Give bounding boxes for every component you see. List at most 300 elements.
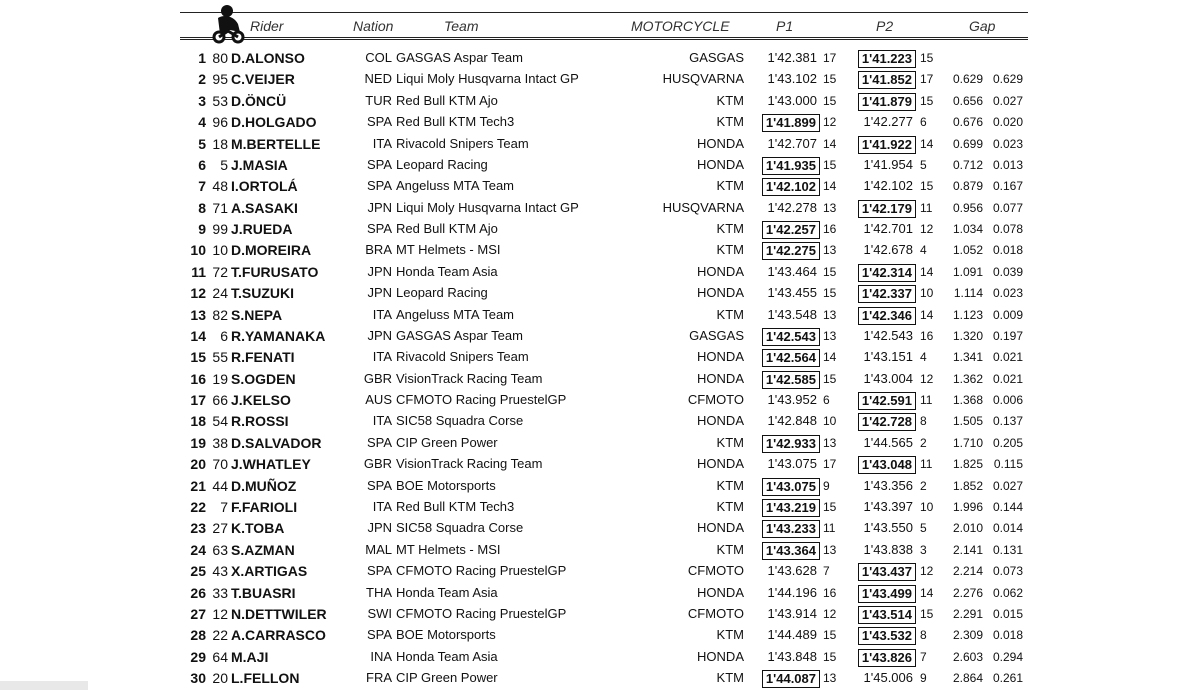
- gap-to-leader: 0.676: [952, 115, 983, 130]
- p2-time: 1'42.179: [858, 200, 916, 218]
- p1-time: 1'42.381: [767, 50, 817, 65]
- nation: THA: [366, 584, 392, 600]
- p1-lap: 16: [823, 222, 837, 237]
- team-name: Liqui Moly Husqvarna Intact GP: [396, 71, 579, 87]
- position: 5: [198, 135, 206, 152]
- p2-lap: 11: [920, 457, 933, 472]
- p2-time: 1'41.879: [858, 93, 916, 111]
- team-name: CIP Green Power: [396, 670, 498, 686]
- motorcycle: CFMOTO: [687, 605, 744, 621]
- rider-number: 48: [212, 178, 228, 195]
- rider-name: D.ÖNCÜ: [231, 92, 287, 109]
- gap-to-previous: 0.629: [992, 72, 1023, 87]
- gap-to-previous: 0.205: [992, 435, 1023, 450]
- motorcycle: HUSQVARNA: [662, 199, 744, 215]
- position: 18: [190, 413, 206, 430]
- rider-number: 7: [220, 498, 228, 515]
- p2-time: 1'41.852: [858, 71, 916, 89]
- p1-lap: 13: [823, 328, 837, 343]
- p2-lap: 12: [920, 564, 934, 579]
- gap-to-previous: 0.197: [992, 328, 1023, 343]
- rider-number: 18: [212, 135, 228, 152]
- gap-to-leader: 2.214: [952, 564, 983, 579]
- nation: SPA: [366, 114, 392, 130]
- rider-name: T.BUASRI: [231, 584, 296, 601]
- gap-to-leader: 1.710: [952, 435, 983, 450]
- rider-number: 72: [212, 263, 228, 280]
- motorcycle: HONDA: [697, 285, 744, 301]
- p1-time: 1'42.543: [762, 328, 820, 346]
- gap-to-previous: 0.062: [992, 585, 1023, 600]
- p2-lap: 6: [920, 115, 927, 130]
- motorcycle: KTM: [716, 92, 744, 108]
- position: 22: [190, 498, 206, 515]
- p2-time: 1'43.356: [863, 477, 913, 493]
- table-row: [0, 347, 1200, 367]
- gap-to-leader: 0.712: [952, 157, 983, 172]
- gap-to-leader: 1.341: [952, 350, 983, 365]
- p1-lap: 11: [823, 521, 836, 536]
- motorcycle: HONDA: [697, 263, 744, 279]
- rider-name: D.HOLGADO: [231, 114, 317, 131]
- gap-to-leader: 1.825: [952, 457, 983, 472]
- nation: AUS: [365, 392, 392, 408]
- motorcycle: GASGAS: [689, 50, 744, 65]
- nation: JPN: [367, 199, 392, 215]
- p1-lap: 13: [823, 435, 837, 450]
- nation: TUR: [365, 92, 392, 108]
- gap-to-previous: 0.018: [992, 628, 1023, 643]
- position: 3: [198, 92, 206, 109]
- table-row: [0, 69, 1200, 89]
- nation: ITA: [372, 306, 392, 322]
- gap-to-leader: 2.141: [952, 542, 983, 557]
- p1-lap: 15: [823, 93, 837, 108]
- table-row: [0, 433, 1200, 453]
- rider-name: R.ROSSI: [231, 413, 289, 430]
- position: 26: [190, 584, 206, 601]
- p2-lap: 11: [920, 393, 933, 408]
- header-p2: P2: [876, 18, 894, 34]
- gap-to-previous: 0.006: [992, 393, 1023, 408]
- p1-time: 1'44.196: [767, 584, 817, 600]
- p2-time: 1'42.701: [863, 221, 913, 237]
- p2-time: 1'43.004: [863, 370, 913, 386]
- rider-number: 19: [212, 370, 228, 387]
- position: 17: [190, 392, 206, 409]
- gap-to-leader: 1.368: [952, 393, 983, 408]
- motorcycle: KTM: [716, 627, 744, 643]
- position: 19: [190, 434, 206, 451]
- rider-name: A.SASAKI: [231, 199, 298, 216]
- team-name: VisionTrack Racing Team: [396, 456, 543, 472]
- p2-time: 1'43.838: [863, 541, 913, 557]
- position: 21: [190, 477, 206, 494]
- nation: ITA: [372, 349, 392, 365]
- position: 14: [190, 327, 206, 344]
- position: 8: [198, 199, 206, 216]
- gap-to-leader: 1.114: [953, 286, 983, 301]
- team-name: VisionTrack Racing Team: [396, 370, 543, 386]
- p2-lap: 5: [920, 521, 927, 536]
- p1-time: 1'43.464: [767, 263, 817, 279]
- team-name: Angeluss MTA Team: [396, 178, 515, 194]
- p2-time: 1'42.728: [858, 413, 916, 431]
- rider-name: J.KELSO: [231, 392, 291, 409]
- motorcycle: KTM: [716, 178, 744, 194]
- table-row: [0, 476, 1200, 496]
- header-rule-bottom: [180, 37, 1028, 38]
- rider-number: 70: [212, 456, 228, 473]
- header-rule-top: [180, 12, 1028, 13]
- rider-name: J.WHATLEY: [231, 456, 311, 473]
- rider-name: X.ARTIGAS: [231, 563, 308, 580]
- team-name: BOE Motorsports: [396, 627, 496, 643]
- p1-time: 1'42.564: [762, 349, 820, 367]
- p2-time: 1'44.565: [863, 434, 913, 450]
- team-name: GASGAS Aspar Team: [396, 50, 523, 65]
- p1-lap: 10: [823, 414, 837, 429]
- rider-number: 38: [212, 434, 228, 451]
- motorcycle: KTM: [716, 541, 744, 557]
- position: 25: [190, 563, 206, 580]
- p1-time: 1'42.278: [767, 199, 817, 215]
- gap-to-leader: 0.629: [952, 72, 983, 87]
- position: 6: [198, 156, 206, 173]
- nation: FRA: [366, 670, 392, 686]
- motorcycle: KTM: [716, 114, 744, 130]
- position: 1: [198, 50, 206, 66]
- p1-lap: 15: [823, 264, 837, 279]
- p2-time: 1'41.922: [858, 136, 916, 154]
- gap-to-leader: 1.052: [952, 243, 983, 258]
- p2-time: 1'43.151: [863, 349, 913, 365]
- gap-to-leader: 1.852: [952, 478, 983, 493]
- rider-name: D.SALVADOR: [231, 434, 322, 451]
- table-row: [0, 497, 1200, 517]
- team-name: Angeluss MTA Team: [396, 306, 515, 322]
- team-name: BOE Motorsports: [396, 477, 496, 493]
- p1-lap: 15: [823, 72, 837, 87]
- p1-lap: 14: [823, 350, 837, 365]
- position: 27: [190, 605, 206, 622]
- rider-name: S.OGDEN: [231, 370, 296, 387]
- p2-lap: 5: [920, 157, 927, 172]
- rider-name: I.ORTOLÁ: [231, 178, 298, 195]
- rider-number: 63: [212, 541, 228, 558]
- p2-time: 1'42.543: [863, 327, 913, 343]
- gap-to-previous: 0.078: [992, 222, 1023, 237]
- p1-time: 1'43.914: [767, 605, 817, 621]
- p1-time: 1'42.933: [762, 435, 820, 453]
- nation: JPN: [367, 285, 392, 301]
- p1-lap: 14: [823, 179, 837, 194]
- motorcycle: CFMOTO: [687, 392, 744, 408]
- position: 7: [198, 178, 206, 195]
- table-row: [0, 454, 1200, 474]
- rider-name: J.RUEDA: [231, 221, 293, 238]
- motorcycle: GASGAS: [689, 327, 744, 343]
- position: 13: [190, 306, 206, 323]
- rider-number: 5: [220, 156, 228, 173]
- nation: COL: [365, 50, 392, 65]
- table-row: [0, 219, 1200, 239]
- table-row: [0, 48, 1200, 68]
- team-name: Liqui Moly Husqvarna Intact GP: [396, 199, 579, 215]
- team-name: MT Helmets - MSI: [396, 242, 501, 258]
- gap-to-previous: 0.027: [992, 93, 1023, 108]
- gap-to-previous: 0.039: [992, 264, 1023, 279]
- p2-lap: 15: [920, 606, 934, 621]
- p1-time: 1'43.075: [767, 456, 817, 472]
- table-row: [0, 326, 1200, 346]
- rider-number: 96: [212, 114, 228, 131]
- motorcycle: KTM: [716, 221, 744, 237]
- table-row: [0, 540, 1200, 560]
- p2-lap: 7: [920, 649, 927, 664]
- rider-name: D.ALONSO: [231, 50, 305, 66]
- nation: JPN: [367, 327, 392, 343]
- p2-lap: 16: [920, 328, 934, 343]
- position: 11: [191, 263, 206, 280]
- rider-number: 6: [220, 327, 228, 344]
- position: 4: [198, 114, 206, 131]
- p1-time: 1'43.364: [762, 542, 820, 560]
- p2-lap: 10: [920, 499, 934, 514]
- page-corner: [0, 681, 88, 690]
- p1-time: 1'42.102: [762, 178, 820, 196]
- motorcycle: HUSQVARNA: [662, 71, 744, 87]
- rider-name: R.YAMANAKA: [231, 327, 326, 344]
- team-name: Leopard Racing: [396, 285, 488, 301]
- p2-time: 1'43.550: [863, 520, 913, 536]
- p1-time: 1'43.219: [762, 499, 820, 517]
- motorcycle: CFMOTO: [687, 563, 744, 579]
- team-name: Red Bull KTM Tech3: [396, 498, 515, 514]
- p2-lap: 14: [920, 585, 934, 600]
- gap-to-leader: 1.123: [952, 307, 983, 322]
- p2-time: 1'41.223: [858, 50, 916, 68]
- team-name: Rivacold Snipers Team: [396, 135, 529, 151]
- p2-lap: 14: [920, 136, 934, 151]
- p2-lap: 17: [920, 72, 934, 87]
- nation: GBR: [363, 370, 392, 386]
- motorcycle-rider-icon: [210, 4, 246, 44]
- motorcycle: HONDA: [697, 349, 744, 365]
- p1-time: 1'42.257: [762, 221, 820, 239]
- p2-lap: 11: [920, 200, 933, 215]
- rider-number: 33: [212, 584, 228, 601]
- p1-time: 1'43.233: [762, 520, 820, 538]
- rider-name: R.FENATI: [231, 349, 295, 366]
- position: 23: [190, 520, 206, 537]
- rider-number: 24: [212, 285, 228, 302]
- motorcycle: KTM: [716, 434, 744, 450]
- table-row: [0, 305, 1200, 325]
- nation: ITA: [372, 498, 392, 514]
- p1-time: 1'42.585: [762, 371, 820, 389]
- team-name: Honda Team Asia: [396, 584, 498, 600]
- team-name: Honda Team Asia: [396, 263, 498, 279]
- rider-name: D.MOREIRA: [231, 242, 312, 259]
- rider-number: 64: [212, 648, 228, 665]
- team-name: SIC58 Squadra Corse: [396, 520, 524, 536]
- gap-to-leader: 2.309: [952, 628, 983, 643]
- rider-number: 95: [212, 71, 228, 88]
- gap-to-previous: 0.115: [993, 457, 1023, 472]
- position: 29: [190, 648, 206, 665]
- table-row: [0, 390, 1200, 410]
- p2-lap: 9: [920, 671, 927, 686]
- p1-lap: 15: [823, 499, 837, 514]
- rider-number: 71: [212, 199, 228, 216]
- motorcycle: HONDA: [697, 413, 744, 429]
- rider-name: S.AZMAN: [231, 541, 295, 558]
- rider-number: 22: [212, 627, 228, 644]
- nation: MAL: [365, 541, 392, 557]
- p2-time: 1'42.314: [858, 264, 916, 282]
- motorcycle: KTM: [716, 498, 744, 514]
- p1-lap: 15: [823, 628, 837, 643]
- team-name: Leopard Racing: [396, 156, 488, 172]
- nation: SPA: [366, 156, 392, 172]
- p1-lap: 13: [823, 671, 837, 686]
- table-row: [0, 112, 1200, 132]
- gap-to-previous: 0.015: [992, 606, 1023, 621]
- p1-time: 1'44.087: [762, 670, 820, 688]
- gap-to-previous: 0.021: [992, 350, 1023, 365]
- team-name: CFMOTO Racing PruestelGP: [396, 563, 567, 579]
- p2-lap: 15: [920, 93, 934, 108]
- header-gap: Gap: [969, 18, 996, 34]
- position: 28: [190, 627, 206, 644]
- table-row: [0, 583, 1200, 603]
- rider-name: N.DETTWILER: [231, 605, 327, 622]
- header-p1: P1: [776, 18, 794, 34]
- p2-time: 1'42.678: [863, 242, 913, 258]
- rider-number: 54: [212, 413, 228, 430]
- gap-to-leader: 1.996: [952, 499, 983, 514]
- motorcycle: HONDA: [697, 156, 744, 172]
- rider-name: K.TOBA: [231, 520, 285, 537]
- nation: ITA: [372, 135, 392, 151]
- rider-name: S.NEPA: [231, 306, 283, 323]
- team-name: CFMOTO Racing PruestelGP: [396, 392, 567, 408]
- team-name: Red Bull KTM Ajo: [396, 221, 498, 237]
- p2-lap: 15: [920, 51, 934, 65]
- p1-lap: 15: [823, 157, 837, 172]
- nation: SPA: [366, 477, 392, 493]
- table-row: [0, 91, 1200, 111]
- nation: ITA: [372, 413, 392, 429]
- position: 15: [190, 349, 206, 366]
- p1-lap: 15: [823, 371, 837, 386]
- table-row: [0, 176, 1200, 196]
- p1-time: 1'43.628: [767, 563, 817, 579]
- motorcycle: HONDA: [697, 135, 744, 151]
- header-rider: Rider: [250, 18, 284, 34]
- gap-to-leader: 1.362: [952, 371, 983, 386]
- table-row: [0, 518, 1200, 538]
- gap-to-leader: 2.010: [952, 521, 983, 536]
- position: 10: [190, 242, 206, 259]
- p2-time: 1'43.514: [858, 606, 916, 624]
- rider-number: 53: [212, 92, 228, 109]
- p1-lap: 13: [823, 200, 837, 215]
- p2-time: 1'43.499: [858, 585, 916, 603]
- rider-name: M.AJI: [231, 648, 269, 665]
- gap-to-leader: 1.320: [952, 328, 983, 343]
- rider-name: T.FURUSATO: [231, 263, 319, 280]
- table-row: [0, 155, 1200, 175]
- p1-time: 1'43.075: [762, 478, 820, 496]
- header-nation: Nation: [353, 18, 394, 34]
- p2-time: 1'43.397: [863, 498, 913, 514]
- p2-time: 1'41.954: [863, 156, 913, 172]
- gap-to-previous: 0.018: [992, 243, 1023, 258]
- gap-to-previous: 0.294: [992, 649, 1023, 664]
- p2-time: 1'43.437: [858, 563, 916, 581]
- team-name: Honda Team Asia: [396, 648, 498, 664]
- rider-number: 12: [212, 605, 228, 622]
- gap-to-previous: 0.131: [992, 542, 1023, 557]
- rider-name: J.MASIA: [231, 156, 288, 173]
- team-name: SIC58 Squadra Corse: [396, 413, 524, 429]
- gap-to-previous: 0.261: [992, 671, 1023, 686]
- p1-lap: 17: [823, 457, 837, 472]
- p1-time: 1'44.489: [767, 627, 817, 643]
- gap-to-previous: 0.073: [992, 564, 1023, 579]
- rider-name: D.MUÑOZ: [231, 477, 297, 494]
- header-rule-bottom-2: [180, 39, 1028, 40]
- rider-number: 10: [212, 242, 228, 259]
- p1-time: 1'43.548: [767, 306, 817, 322]
- position: 24: [190, 541, 206, 558]
- team-name: CFMOTO Racing PruestelGP: [396, 605, 567, 621]
- gap-to-leader: 0.879: [952, 179, 983, 194]
- p1-time: 1'41.935: [762, 157, 820, 175]
- gap-to-leader: 2.276: [952, 585, 983, 600]
- p1-time: 1'43.952: [767, 392, 817, 408]
- rider-number: 55: [212, 349, 228, 366]
- p2-lap: 2: [920, 435, 927, 450]
- p2-lap: 12: [920, 222, 934, 237]
- p1-lap: 13: [823, 307, 837, 322]
- nation: JPN: [367, 520, 392, 536]
- p1-lap: 13: [823, 243, 837, 258]
- gap-to-leader: 2.291: [952, 606, 983, 621]
- motorcycle: KTM: [716, 477, 744, 493]
- p1-lap: 17: [823, 51, 837, 65]
- rider-name: L.FELLON: [231, 670, 300, 687]
- team-name: Red Bull KTM Tech3: [396, 114, 515, 130]
- table-row: [0, 198, 1200, 218]
- rider-number: 43: [212, 563, 228, 580]
- gap-to-previous: 0.014: [992, 521, 1023, 536]
- motorcycle: HONDA: [697, 584, 744, 600]
- table-row: [0, 561, 1200, 581]
- p1-lap: 7: [823, 564, 830, 579]
- rider-number: 20: [212, 670, 228, 687]
- table-row: [0, 240, 1200, 260]
- rider-name: T.SUZUKI: [231, 285, 294, 302]
- p2-lap: 14: [920, 307, 934, 322]
- position: 30: [190, 670, 206, 687]
- p1-lap: 9: [823, 478, 830, 493]
- rider-name: C.VEIJER: [231, 71, 295, 88]
- p2-lap: 8: [920, 628, 927, 643]
- p1-lap: 6: [823, 393, 830, 408]
